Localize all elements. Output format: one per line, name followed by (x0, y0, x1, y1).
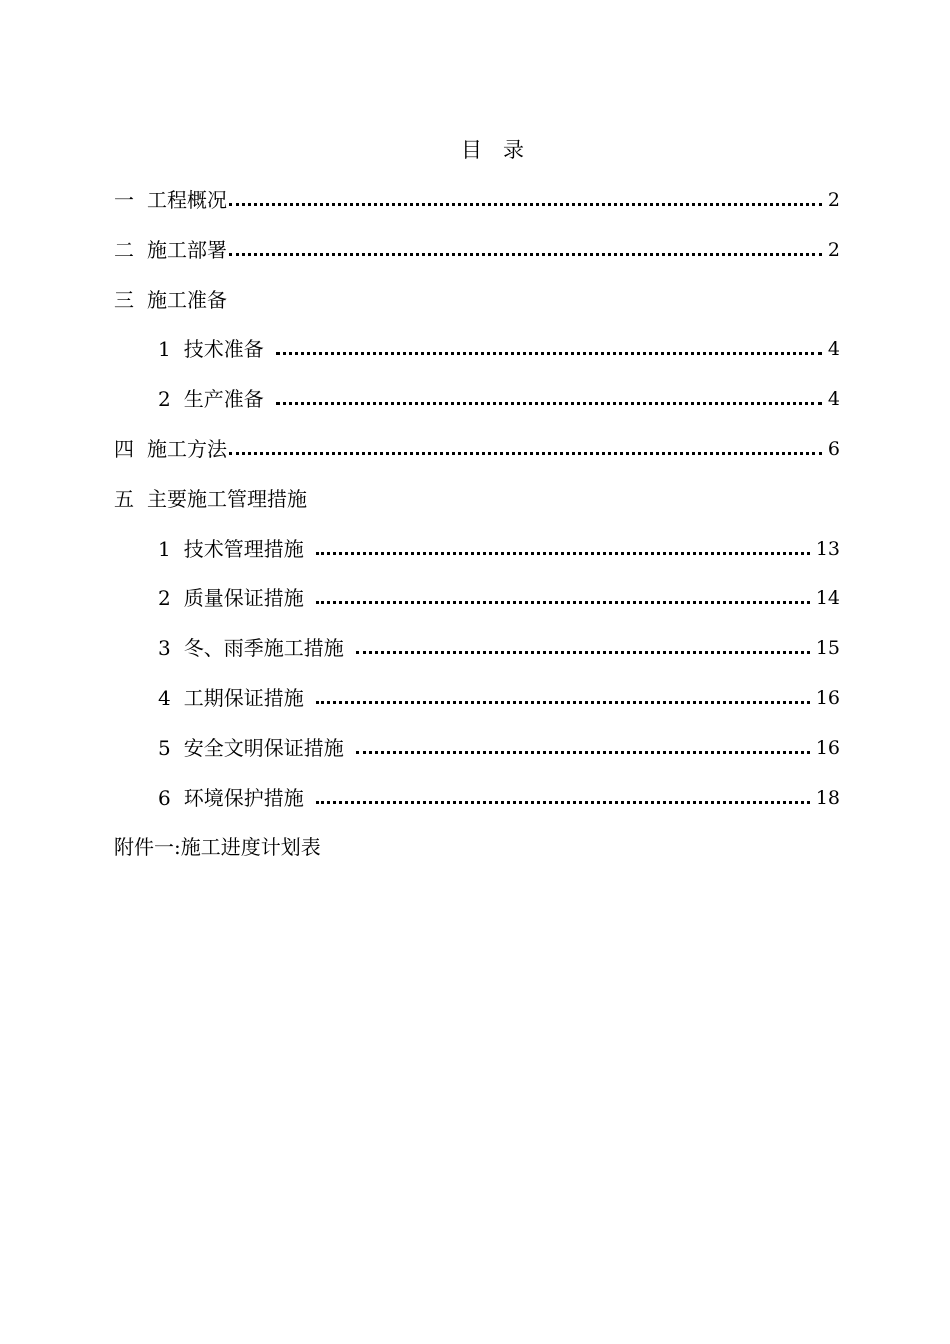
toc-entry-label: 施工方法 (147, 436, 227, 461)
toc-entry-page-number: 18 (815, 786, 840, 809)
toc-entry[interactable] (114, 580, 840, 630)
toc-entry[interactable] (114, 282, 840, 332)
toc-entry[interactable] (114, 630, 840, 680)
toc-dot-leader (316, 531, 810, 567)
toc-entry-number: 四 (114, 436, 134, 461)
toc-entry-page-number: 2 (827, 238, 840, 261)
toc-entry-label: 技术准备 (183, 337, 264, 362)
toc-dot-leader (316, 680, 810, 716)
toc-entry-page-number: 16 (815, 686, 840, 709)
toc-dot-leader (276, 331, 822, 367)
toc-entry-number: 2 (158, 387, 171, 412)
toc-entry-page-number: 13 (815, 537, 840, 560)
toc-entry-number: 4 (158, 685, 171, 710)
toc-entry-number: 1 (158, 536, 171, 561)
toc-entry-label: 环境保护措施 (183, 785, 304, 810)
toc-entry[interactable] (114, 232, 840, 282)
toc-entry-label: 冬、雨季施工措施 (183, 636, 344, 661)
toc-entry-number: 一 (114, 188, 134, 212)
toc-entry[interactable] (114, 381, 840, 431)
toc-entry-page-number: 14 (815, 587, 840, 610)
toc-entry-page-number: 15 (815, 637, 840, 660)
toc-entry-number: 三 (114, 287, 134, 312)
toc-entry-label: 施工部署 (147, 237, 227, 262)
toc-dot-leader (229, 431, 822, 467)
toc-entry-label: 生产准备 (183, 387, 264, 412)
toc-dot-leader (229, 232, 822, 268)
toc-entry-number: 2 (158, 586, 171, 611)
toc-entry[interactable] (114, 780, 840, 830)
toc-entry-label: 技术管理措施 (183, 536, 304, 561)
toc-entry-number: 3 (158, 636, 171, 661)
toc-entry-number: 6 (158, 785, 171, 810)
toc-entry-page-number: 6 (827, 437, 840, 460)
toc-entry-page-number: 4 (827, 338, 840, 361)
toc-dot-leader (229, 182, 822, 218)
toc-dot-leader (356, 730, 810, 766)
toc-entry[interactable] (114, 829, 840, 879)
toc-entry[interactable] (114, 730, 840, 780)
toc-entry-label: 主要施工管理措施 (147, 486, 307, 511)
toc-entry[interactable] (114, 531, 840, 581)
toc-entry-number: 五 (114, 486, 134, 511)
toc-entry[interactable] (114, 481, 840, 531)
toc-entry-page-number: 16 (815, 736, 840, 759)
toc-title: 目 录 (461, 138, 524, 162)
toc-entry[interactable] (114, 680, 840, 730)
toc-entry-page-number: 4 (827, 388, 840, 411)
toc-entry-label: 工程概况 (147, 188, 227, 212)
toc-entry-label: 施工准备 (147, 287, 227, 312)
toc-entry-number: 1 (158, 337, 171, 362)
toc-entry-label: 质量保证措施 (183, 586, 304, 611)
toc-dot-leader (356, 630, 810, 666)
toc-entry-label: 工期保证措施 (183, 685, 304, 710)
toc-list (114, 182, 840, 879)
toc-entry-number: 二 (114, 237, 134, 262)
toc-entry-label: 附件一:施工进度计划表 (114, 835, 321, 860)
toc-entry-page-number: 2 (827, 189, 840, 211)
toc-entry[interactable] (114, 431, 840, 481)
toc-entry[interactable] (114, 331, 840, 381)
toc-entry-label: 安全文明保证措施 (183, 735, 344, 760)
toc-entry[interactable] (114, 182, 840, 232)
toc-dot-leader (316, 580, 810, 616)
toc-dot-leader (316, 780, 810, 816)
toc-entry-number: 5 (158, 735, 171, 760)
toc-dot-leader (276, 381, 822, 417)
